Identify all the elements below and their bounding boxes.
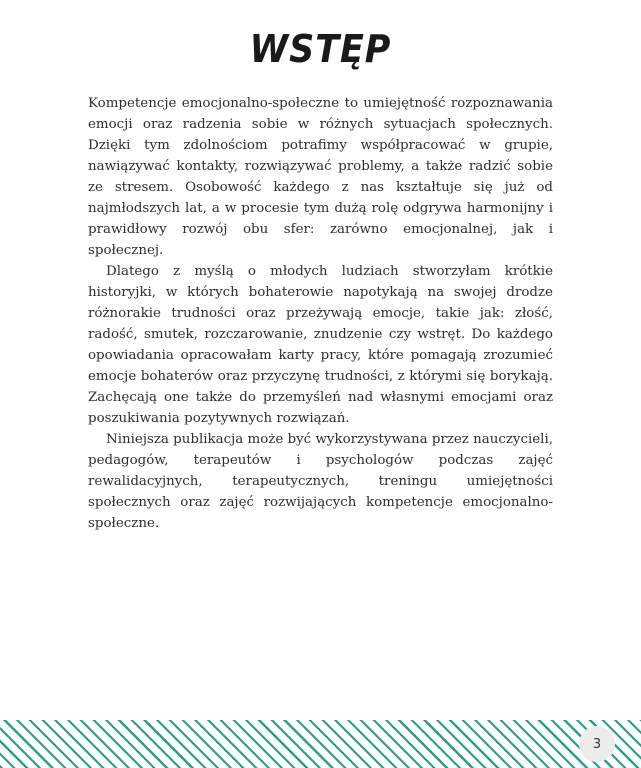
paragraph-2: Dlatego z myślą o młodych ludziach stworzyłam krótkie historyjki, w których bohaterowie napotykają na swojej drodze różnorakie trudności oraz przeżywają emocje, takie jak: złość, radość, smutek, rozczarowanie, znudzenie czy wstręt. Do każdego opowiadania opracowałam karty pracy, które pomagają zrozumieć emocje bohaterów oraz przyczynę trudności, z którymi się borykają. Zachęcają one także do przemyśleń nad własnymi emocjami oraz poszukiwania pozytywnych rozwiązań. bbox=[88, 264, 553, 426]
page-number-badge bbox=[579, 726, 615, 762]
footer-stripe-pattern bbox=[0, 720, 641, 768]
body-text bbox=[88, 93, 553, 534]
paragraph-1: Kompetencje emocjonalno-społeczne to umiejętność rozpoznawania emocji oraz radzenia sobie w różnych sytuacjach społecznych. Dzięki tym zdolnościom potrafimy współpracować w grupie, nawiązywać kontakty, rozwiązywać problemy, a także radzić sobie ze stresem. Osobowość każdego z nas kształtuje się już od najmłodszych lat, a w procesie tym dużą rolę odgrywa harmonijny i prawidłowy rozwój obu sfer: zarówno emocjonalnej, jak i społecznej. bbox=[88, 96, 553, 258]
paragraph-3: Niniejsza publikacja może być wykorzystywana przez nauczycieli, pedagogów, terapeutów i psychologów podczas zajęć rewalidacyjnych, terapeutycznych, treningu umiejętności społecznych oraz zajęć rozwijających kompetencje emocjonalno-społeczne. bbox=[88, 432, 553, 531]
page-number: 3 bbox=[592, 736, 602, 752]
page-title: WSTĘP bbox=[249, 27, 392, 72]
